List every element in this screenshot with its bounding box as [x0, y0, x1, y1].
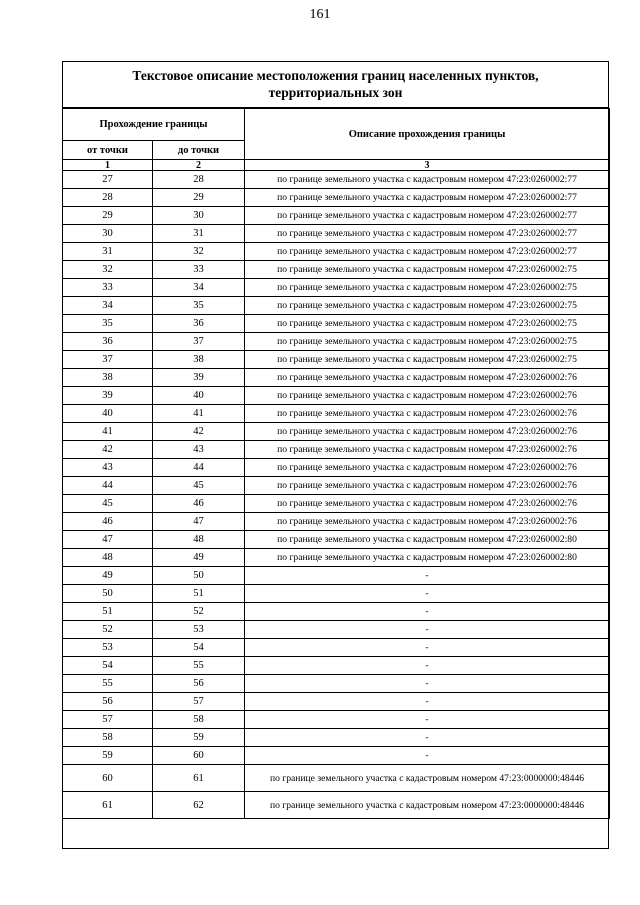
table-row — [63, 297, 610, 315]
to-point-cell: 43 — [153, 441, 245, 459]
table-row — [63, 387, 610, 405]
from-point-cell: 55 — [63, 675, 153, 693]
header-col-number-3: 3 — [245, 160, 610, 171]
from-point-cell: 48 — [63, 549, 153, 567]
description-cell: - — [245, 711, 610, 729]
from-point-cell: 32 — [63, 261, 153, 279]
from-point-cell: 60 — [63, 765, 153, 792]
from-point-cell: 29 — [63, 207, 153, 225]
table-row — [63, 603, 610, 621]
description-cell: по границе земельного участка с кадастровым номером 47:23:0260002:75 — [245, 297, 610, 315]
table-row — [63, 729, 610, 747]
description-cell: - — [245, 603, 610, 621]
to-point-cell: 31 — [153, 225, 245, 243]
to-point-cell: 58 — [153, 711, 245, 729]
table-row — [63, 261, 610, 279]
to-point-cell: 35 — [153, 297, 245, 315]
table-row — [63, 495, 610, 513]
description-cell: по границе земельного участка с кадастровым номером 47:23:0260002:76 — [245, 513, 610, 531]
table-row — [63, 621, 610, 639]
table-row — [63, 243, 610, 261]
description-cell: по границе земельного участка с кадастровым номером 47:23:0260002:77 — [245, 189, 610, 207]
to-point-cell: 39 — [153, 369, 245, 387]
to-point-cell: 34 — [153, 279, 245, 297]
from-point-cell: 57 — [63, 711, 153, 729]
table-row — [63, 441, 610, 459]
from-point-cell: 27 — [63, 171, 153, 189]
table-row — [63, 567, 610, 585]
header-passage: Прохождение границы — [63, 109, 245, 141]
from-point-cell: 40 — [63, 405, 153, 423]
table-row — [63, 315, 610, 333]
table-row — [63, 405, 610, 423]
table-row — [63, 207, 610, 225]
from-point-cell: 53 — [63, 639, 153, 657]
header-col-number-1: 1 — [63, 160, 153, 171]
to-point-cell: 49 — [153, 549, 245, 567]
table-row — [63, 477, 610, 495]
description-cell: по границе земельного участка с кадастровым номером 47:23:0260002:76 — [245, 459, 610, 477]
from-point-cell: 61 — [63, 792, 153, 819]
from-point-cell: 49 — [63, 567, 153, 585]
to-point-cell: 33 — [153, 261, 245, 279]
description-cell: по границе земельного участка с кадастровым номером 47:23:0260002:80 — [245, 531, 610, 549]
description-cell: по границе земельного участка с кадастровым номером 47:23:0260002:76 — [245, 369, 610, 387]
from-point-cell: 52 — [63, 621, 153, 639]
table-row — [63, 693, 610, 711]
from-point-cell: 41 — [63, 423, 153, 441]
to-point-cell: 47 — [153, 513, 245, 531]
description-cell: по границе земельного участка с кадастровым номером 47:23:0260002:77 — [245, 207, 610, 225]
description-cell: по границе земельного участка с кадастровым номером 47:23:0000000:48446 — [245, 792, 610, 819]
description-cell: по границе земельного участка с кадастровым номером 47:23:0260002:75 — [245, 261, 610, 279]
from-point-cell: 39 — [63, 387, 153, 405]
description-cell: - — [245, 693, 610, 711]
description-cell: - — [245, 639, 610, 657]
to-point-cell: 52 — [153, 603, 245, 621]
description-cell: по границе земельного участка с кадастровым номером 47:23:0260002:75 — [245, 315, 610, 333]
from-point-cell: 45 — [63, 495, 153, 513]
title-line-1: Текстовое описание местоположения границ населенных пунктов, — [132, 68, 539, 83]
to-point-cell: 30 — [153, 207, 245, 225]
from-point-cell: 46 — [63, 513, 153, 531]
table-row — [63, 423, 610, 441]
table-row — [63, 333, 610, 351]
header-to-point: до точки — [153, 141, 245, 160]
from-point-cell: 54 — [63, 657, 153, 675]
to-point-cell: 41 — [153, 405, 245, 423]
to-point-cell: 44 — [153, 459, 245, 477]
to-point-cell: 46 — [153, 495, 245, 513]
page-number: 161 — [309, 7, 331, 22]
from-point-cell: 43 — [63, 459, 153, 477]
table-row — [63, 351, 610, 369]
from-point-cell: 33 — [63, 279, 153, 297]
title-line-2: территориальных зон — [268, 85, 403, 100]
description-cell: - — [245, 657, 610, 675]
from-point-cell: 38 — [63, 369, 153, 387]
to-point-cell: 56 — [153, 675, 245, 693]
description-cell: по границе земельного участка с кадастровым номером 47:23:0260002:76 — [245, 387, 610, 405]
from-point-cell: 36 — [63, 333, 153, 351]
table-row — [63, 225, 610, 243]
description-cell: по границе земельного участка с кадастровым номером 47:23:0260002:76 — [245, 495, 610, 513]
table-row — [63, 792, 610, 819]
description-cell: по границе земельного участка с кадастровым номером 47:23:0260002:75 — [245, 279, 610, 297]
to-point-cell: 62 — [153, 792, 245, 819]
to-point-cell: 42 — [153, 423, 245, 441]
table-row — [63, 765, 610, 792]
description-cell: - — [245, 621, 610, 639]
from-point-cell: 37 — [63, 351, 153, 369]
from-point-cell: 30 — [63, 225, 153, 243]
to-point-cell: 60 — [153, 747, 245, 765]
header-col-number-2: 2 — [153, 160, 245, 171]
from-point-cell: 42 — [63, 441, 153, 459]
to-point-cell: 53 — [153, 621, 245, 639]
table-row — [63, 585, 610, 603]
description-cell: по границе земельного участка с кадастровым номером 47:23:0260002:76 — [245, 405, 610, 423]
to-point-cell: 36 — [153, 315, 245, 333]
to-point-cell: 50 — [153, 567, 245, 585]
description-cell: по границе земельного участка с кадастровым номером 47:23:0260002:77 — [245, 171, 610, 189]
table-row — [63, 639, 610, 657]
table-row — [63, 279, 610, 297]
description-cell: по границе земельного участка с кадастровым номером 47:23:0260002:75 — [245, 351, 610, 369]
from-point-cell: 51 — [63, 603, 153, 621]
description-cell: - — [245, 747, 610, 765]
table-row — [63, 747, 610, 765]
from-point-cell: 28 — [63, 189, 153, 207]
to-point-cell: 45 — [153, 477, 245, 495]
table-row — [63, 531, 610, 549]
to-point-cell: 40 — [153, 387, 245, 405]
to-point-cell: 55 — [153, 657, 245, 675]
boundary-table — [62, 108, 610, 819]
description-cell: - — [245, 729, 610, 747]
to-point-cell: 28 — [153, 171, 245, 189]
from-point-cell: 50 — [63, 585, 153, 603]
from-point-cell: 47 — [63, 531, 153, 549]
table-row — [63, 657, 610, 675]
to-point-cell: 48 — [153, 531, 245, 549]
table-row — [63, 513, 610, 531]
to-point-cell: 32 — [153, 243, 245, 261]
description-cell: по границе земельного участка с кадастровым номером 47:23:0260002:77 — [245, 225, 610, 243]
document-title — [62, 61, 609, 108]
from-point-cell: 35 — [63, 315, 153, 333]
to-point-cell: 38 — [153, 351, 245, 369]
to-point-cell: 57 — [153, 693, 245, 711]
table-body — [63, 171, 610, 819]
table-row — [63, 369, 610, 387]
from-point-cell: 59 — [63, 747, 153, 765]
description-cell: по границе земельного участка с кадастровым номером 47:23:0260002:76 — [245, 477, 610, 495]
description-cell: по границе земельного участка с кадастровым номером 47:23:0260002:77 — [245, 243, 610, 261]
header-description: Описание прохождения границы — [245, 109, 610, 160]
from-point-cell: 31 — [63, 243, 153, 261]
table-row — [63, 171, 610, 189]
description-cell: по границе земельного участка с кадастровым номером 47:23:0260002:76 — [245, 441, 610, 459]
from-point-cell: 56 — [63, 693, 153, 711]
description-cell: по границе земельного участка с кадастровым номером 47:23:0000000:48446 — [245, 765, 610, 792]
from-point-cell: 34 — [63, 297, 153, 315]
table-row — [63, 711, 610, 729]
description-cell: - — [245, 675, 610, 693]
description-cell: по границе земельного участка с кадастровым номером 47:23:0260002:75 — [245, 333, 610, 351]
description-cell: по границе земельного участка с кадастровым номером 47:23:0260002:80 — [245, 549, 610, 567]
from-point-cell: 44 — [63, 477, 153, 495]
description-cell: по границе земельного участка с кадастровым номером 47:23:0260002:76 — [245, 423, 610, 441]
from-point-cell: 58 — [63, 729, 153, 747]
description-cell: - — [245, 567, 610, 585]
table-row — [63, 189, 610, 207]
to-point-cell: 37 — [153, 333, 245, 351]
to-point-cell: 51 — [153, 585, 245, 603]
to-point-cell: 59 — [153, 729, 245, 747]
table-row — [63, 549, 610, 567]
description-cell: - — [245, 585, 610, 603]
table-row — [63, 459, 610, 477]
to-point-cell: 54 — [153, 639, 245, 657]
to-point-cell: 61 — [153, 765, 245, 792]
header-from-point: от точки — [63, 141, 153, 160]
table-row — [63, 675, 610, 693]
to-point-cell: 29 — [153, 189, 245, 207]
